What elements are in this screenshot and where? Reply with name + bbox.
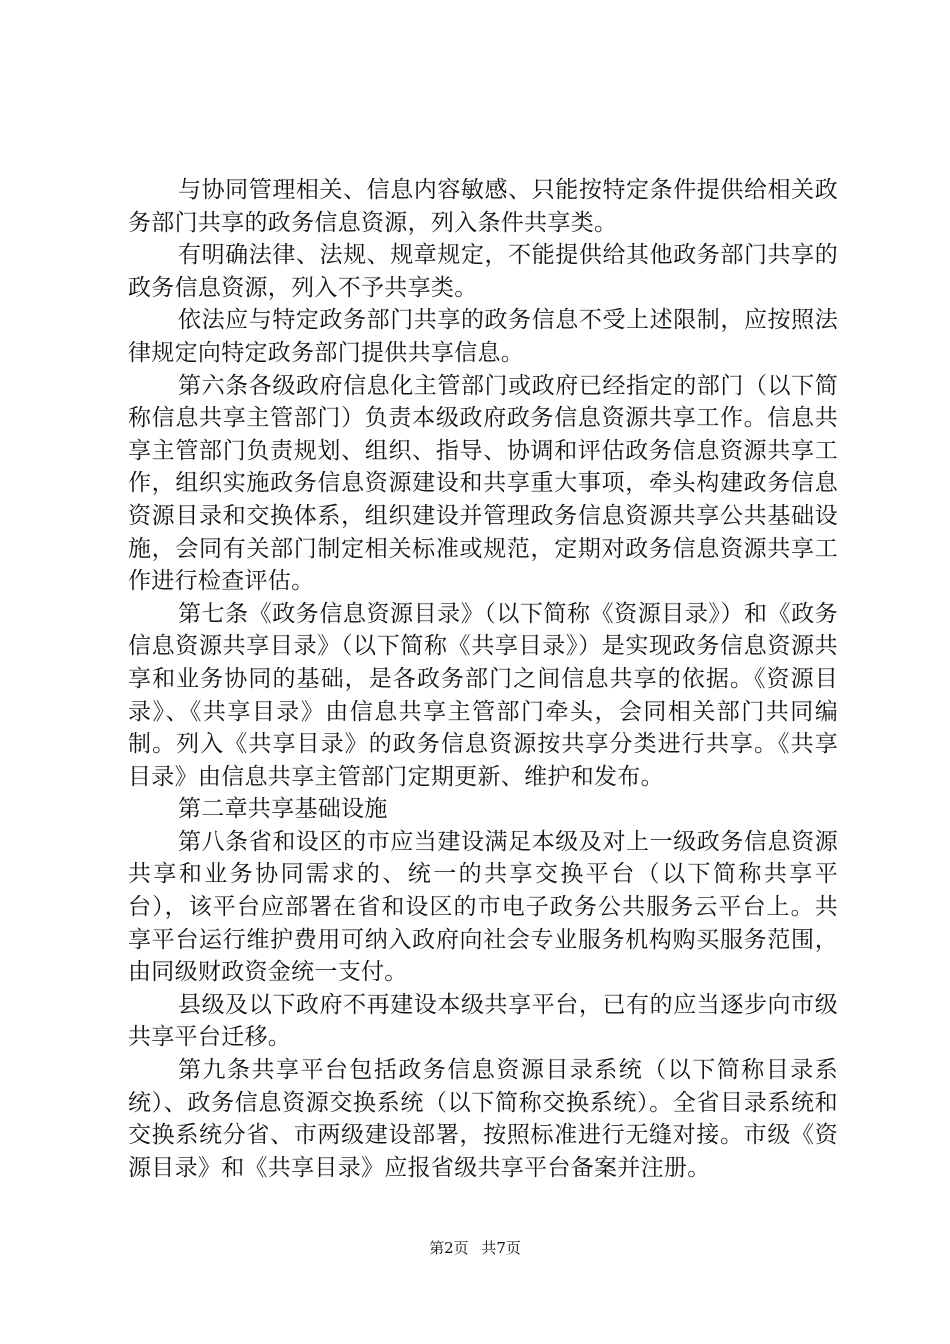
paragraph-no-sharing: 有明确法律、法规、规章规定，不能提供给其他政务部门共享的政务信息资源，列入不予共享类。 xyxy=(128,242,838,301)
page-footer xyxy=(0,1238,950,1258)
page-number-current: 第2页 xyxy=(429,1239,469,1257)
document-body xyxy=(128,174,838,1184)
paragraph-county-level: 县级及以下政府不再建设本级共享平台，已有的应当逐步向市级共享平台迁移。 xyxy=(128,991,838,1051)
paragraph-conditional-sharing: 与协同管理相关、信息内容敏感、只能按特定条件提供给相关政务部门共享的政务信息资源，列入条件共享类。 xyxy=(128,177,838,236)
paragraph-article-6: 第六条各级政府信息化主管部门或政府已经指定的部门（以下简称信息共享主管部门）负责本级政府政务信息资源共享工作。信息共享主管部门负责规划、组织、指导、协调和评估政务信息资源共享工作，组织实施政务信息资源建设和共享重大事项，牵头构建政务信息资源目录和交换体系，组织建设并管理政务信息资源共享公共基础设施，会同有关部门制定相关标准或规范，定期对政务信息资源共享工作进行检查评估。 xyxy=(128,372,838,595)
paragraph-legal-exception: 依法应与特定政务部门共享的政务信息不受上述限制，应按照法律规定向特定政务部门提供共享信息。 xyxy=(128,307,838,366)
paragraph-article-8: 第八条省和设区的市应当建设满足本级及对上一级政务信息资源共享和业务协同需求的、统一的共享交换平台（以下简称共享平台），该平台应部署在省和设区的市电子政务公共服务云平台上。共享平台运行维护费用可纳入政府向社会专业服务机构购买服务范围，由同级财政资金统一支付。 xyxy=(128,828,838,986)
chapter-heading: 第二章共享基础设施 xyxy=(178,796,388,823)
paragraph-article-9: 第九条共享平台包括政务信息资源目录系统（以下简称目录系统）、政务信息资源交换系统（以下简称交换系统）。全省目录系统和交换系统分省、市两级建设部署，按照标准进行无缝对接。市级《资源目录》和《共享目录》应报省级共享平台备案并注册。 xyxy=(128,1057,838,1181)
page-number-total: 共7页 xyxy=(481,1239,521,1257)
paragraph-article-7: 第七条《政务信息资源目录》（以下简称《资源目录》）和《政务信息资源共享目录》（以下简称《共享目录》）是实现政务信息资源共享和业务协同的基础，是各政务部门之间信息共享的依据。《资源目录》、《共享目录》由信息共享主管部门牵头，会同相关部门共同编制。列入《共享目录》的政务信息资源按共享分类进行共享。《共享目录》由信息共享主管部门定期更新、维护和发布。 xyxy=(128,600,838,790)
